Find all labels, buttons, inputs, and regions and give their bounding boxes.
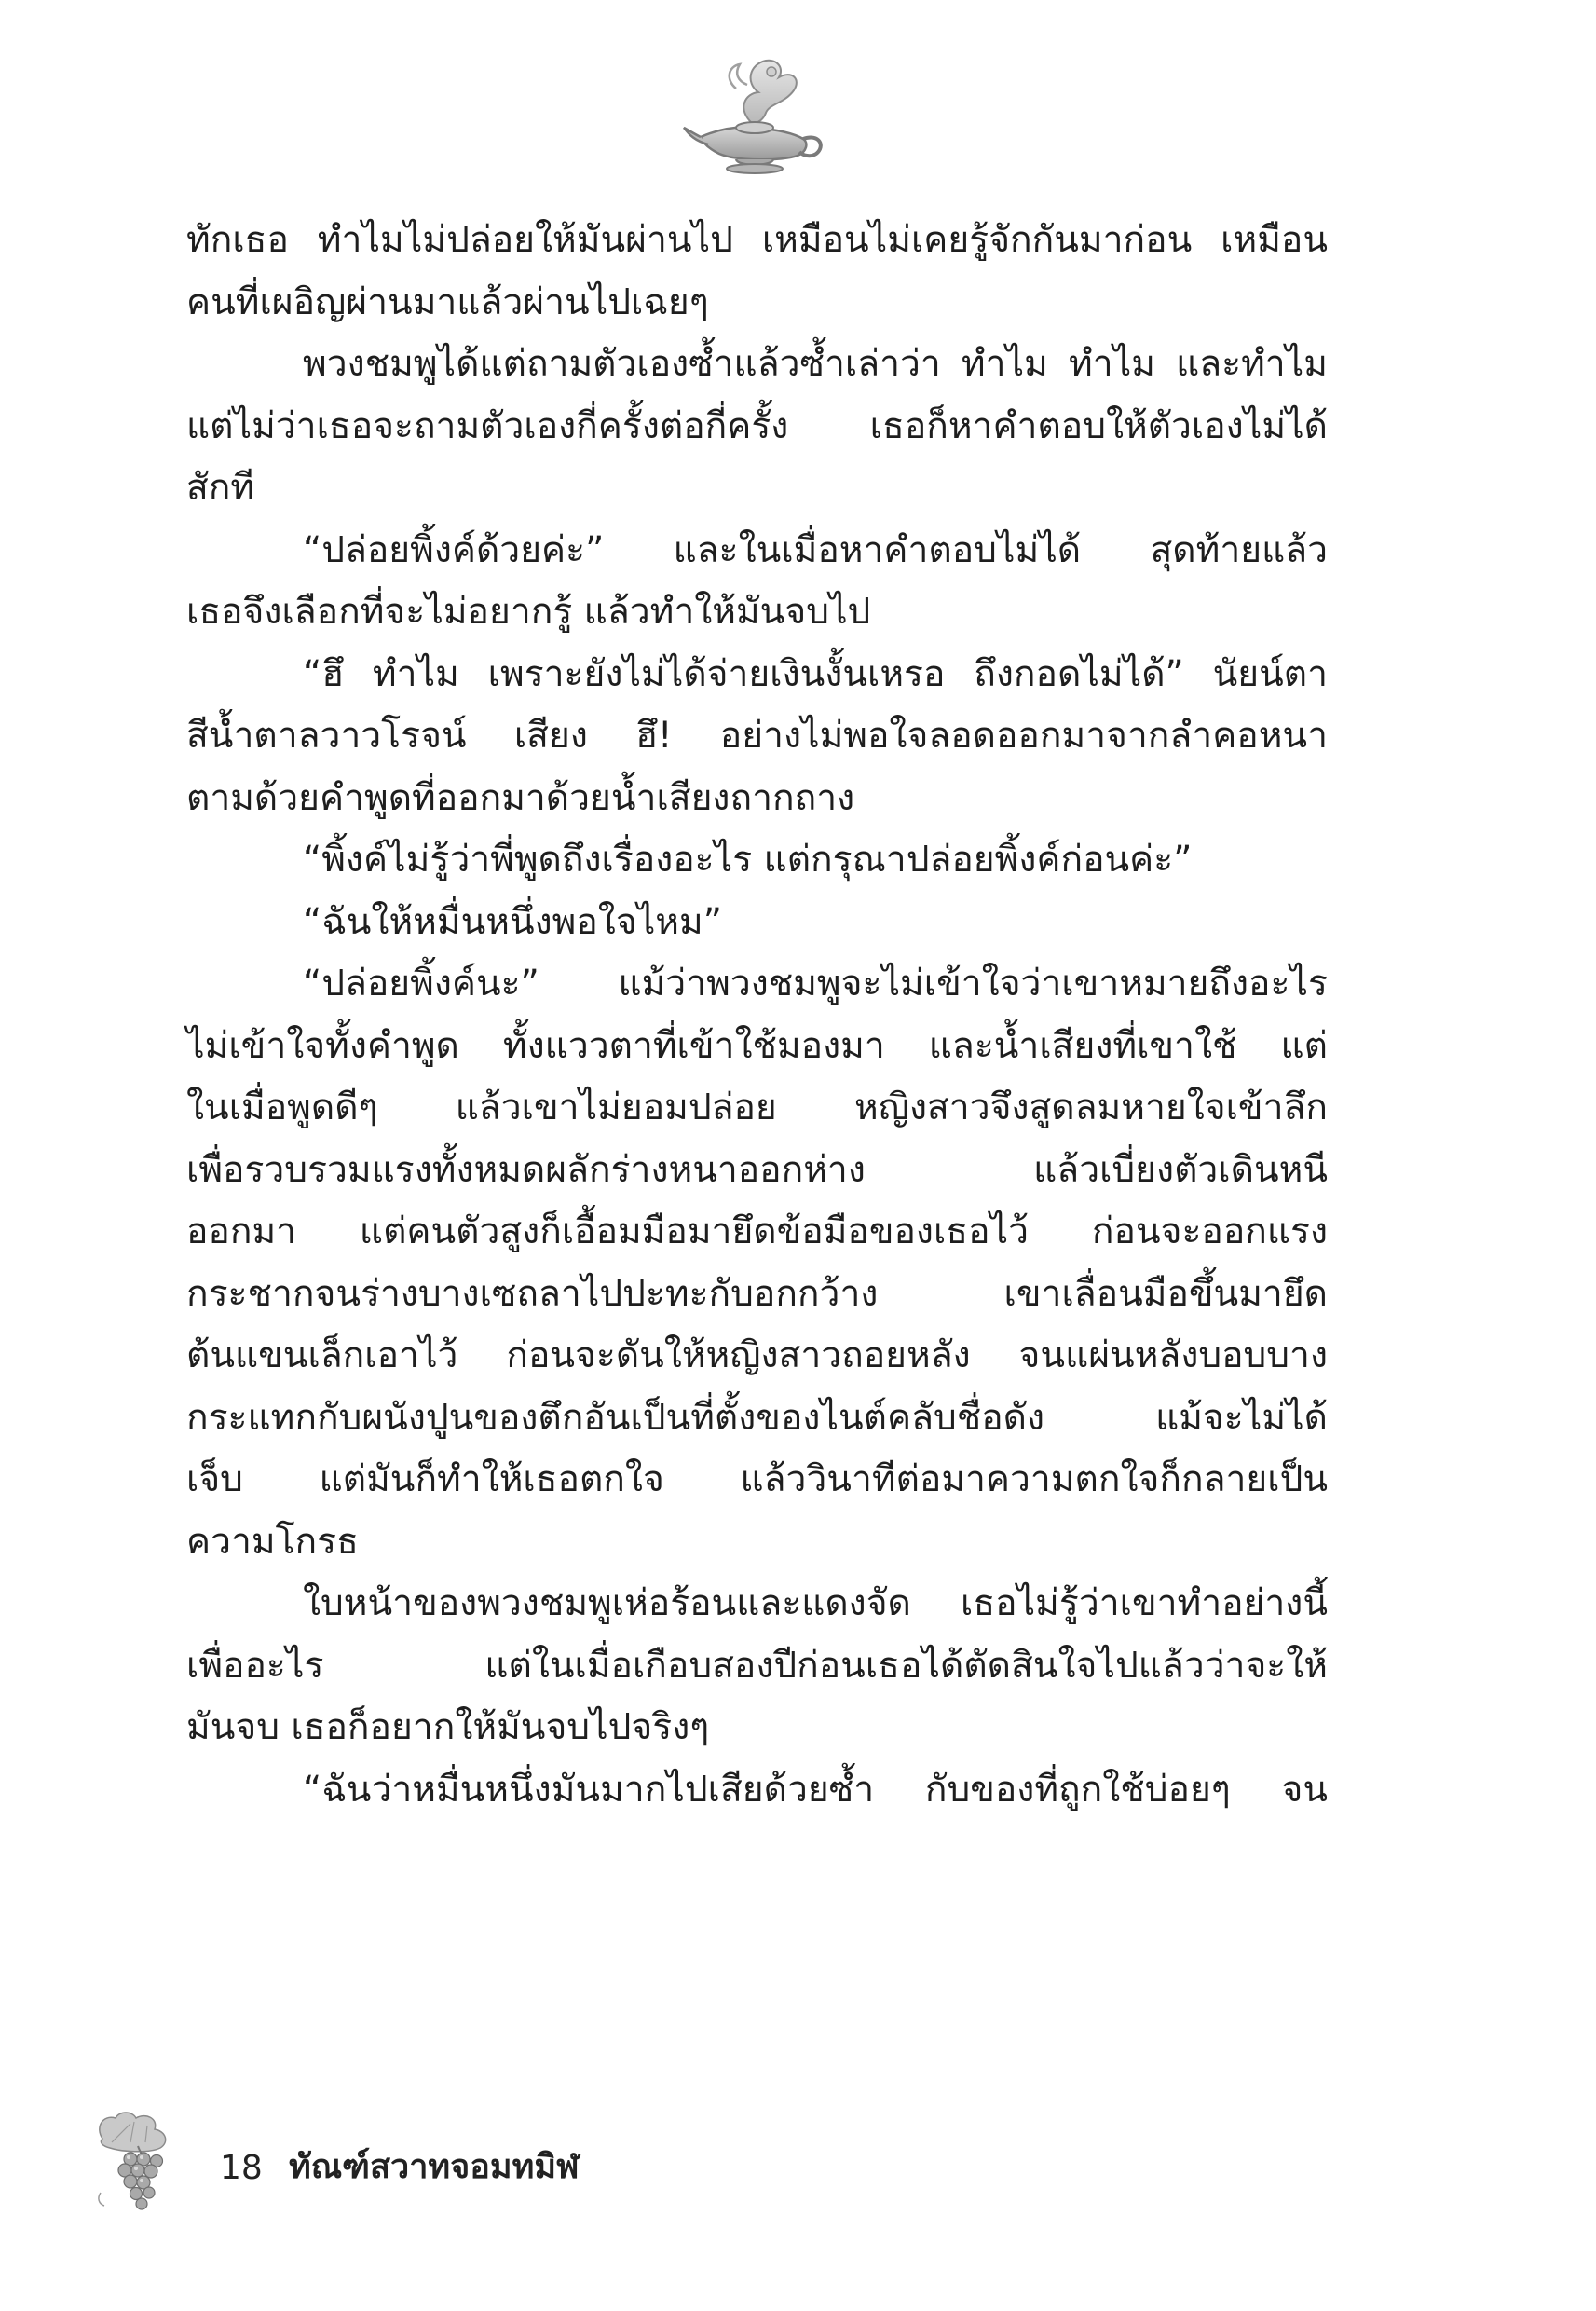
text-line: เจ็บ แต่มันก็ทำให้เธอตกใจ แล้ววินาทีต่อมาความตกใจก็กลายเป็น	[186, 1458, 1328, 1500]
text-line: กระแทกกับผนังปูนของตึกอันเป็นที่ตั้งของไนต์คลับชื่อดัง แม้จะไม่ได้	[186, 1396, 1328, 1439]
text-line: มันจบ เธอก็อยากให้มันจบไปจริงๆ	[186, 1706, 710, 1748]
text-line: “ปล่อยพิ้งค์นะ” แม้ว่าพวงชมพูจะไม่เข้าใจว่าเขาหมายถึงอะไร	[303, 963, 1328, 1005]
text-line: คนที่เผอิญผ่านมาแล้วผ่านไปเฉยๆ	[186, 280, 709, 323]
genie-lamp-icon	[680, 51, 829, 177]
page-number: 18	[220, 2149, 263, 2187]
text-line: พวงชมพูได้แต่ถามตัวเองซ้ำแล้วซ้ำเล่าว่า ทำไม ทำไม และทำไม	[303, 343, 1328, 385]
text-line: ทักเธอ ทำไมไม่ปล่อยให้มันผ่านไป เหมือนไม่เคยรู้จักกันมาก่อน เหมือน	[186, 219, 1328, 261]
text-line: เพื่ออะไร แต่ในเมื่อเกือบสองปีก่อนเธอได้ตัดสินใจไปแล้วว่าจะให้	[186, 1644, 1328, 1687]
text-line: สักที	[186, 467, 255, 509]
page-footer	[93, 2111, 745, 2213]
text-line: ใบหน้าของพวงชมพูเห่อร้อนและแดงจัด เธอไม่รู้ว่าเขาทำอย่างนี้	[303, 1582, 1328, 1624]
text-line: เพื่อรวบรวมแรงทั้งหมดผลักร่างหนาออกห่าง แล้วเบี่ยงตัวเดินหนี	[186, 1148, 1328, 1191]
book-title: ทัณฑ์สวาทจอมทมิฬ	[289, 2148, 580, 2186]
text-line: ความโกรธ	[186, 1520, 359, 1563]
text-line: ในเมื่อพูดดีๆ แล้วเขาไม่ยอมปล่อย หญิงสาวจึงสูดลมหายใจเข้าลึก	[186, 1087, 1328, 1128]
body-text	[186, 210, 1328, 2101]
text-line: “ฉันให้หมื่นหนึ่งพอใจไหม”	[303, 900, 722, 943]
text-line: สีน้ำตาลวาวโรจน์ เสียง ฮึ! อย่างไม่พอใจลอดออกมาจากลำคอหนา	[186, 715, 1328, 757]
text-line: ออกมา แต่คนตัวสูงก็เอื้อมมือมายึดข้อมือของเธอไว้ ก่อนจะออกแรง	[186, 1210, 1328, 1252]
text-line: เธอจึงเลือกที่จะไม่อยากรู้ แล้วทำให้มันจบไป	[186, 591, 871, 633]
text-line: ตามด้วยคำพูดที่ออกมาด้วยน้ำเสียงถากถาง	[186, 776, 855, 819]
text-line: ต้นแขนเล็กเอาไว้ ก่อนจะดันให้หญิงสาวถอยหลัง จนแผ่นหลังบอบบาง	[186, 1334, 1328, 1376]
text-line: กระชากจนร่างบางเซถลาไปปะทะกับอกกว้าง เขาเลื่อนมือขึ้นมายึด	[186, 1272, 1328, 1315]
text-line: ไม่เข้าใจทั้งคำพูด ทั้งแววตาที่เข้าใช้มองมา และน้ำเสียงที่เขาใช้ แต่	[186, 1024, 1328, 1067]
text-line: “พิ้งค์ไม่รู้ว่าพี่พูดถึงเรื่องอะไร แต่กรุณาปล่อยพิ้งค์ก่อนค่ะ”	[303, 839, 1193, 881]
text-line: “ฉันว่าหมื่นหนึ่งมันมากไปเสียด้วยซ้ำ กับของที่ถูกใช้บ่อยๆ จน	[303, 1768, 1328, 1811]
text-line: “ปล่อยพิ้งค์ด้วยค่ะ” และในเมื่อหาคำตอบไม่ได้ สุดท้ายแล้ว	[303, 528, 1328, 571]
text-line: แต่ไม่ว่าเธอจะถามตัวเองกี่ครั้งต่อกี่ครั้ง เธอก็หาคำตอบให้ตัวเองไม่ได้	[186, 404, 1328, 447]
grape-cluster-icon	[93, 2111, 182, 2213]
text-line: “ฮึ ทำไม เพราะยังไม่ได้จ่ายเงินงั้นเหรอ ถึงกอดไม่ได้” นัยน์ตา	[303, 652, 1328, 695]
